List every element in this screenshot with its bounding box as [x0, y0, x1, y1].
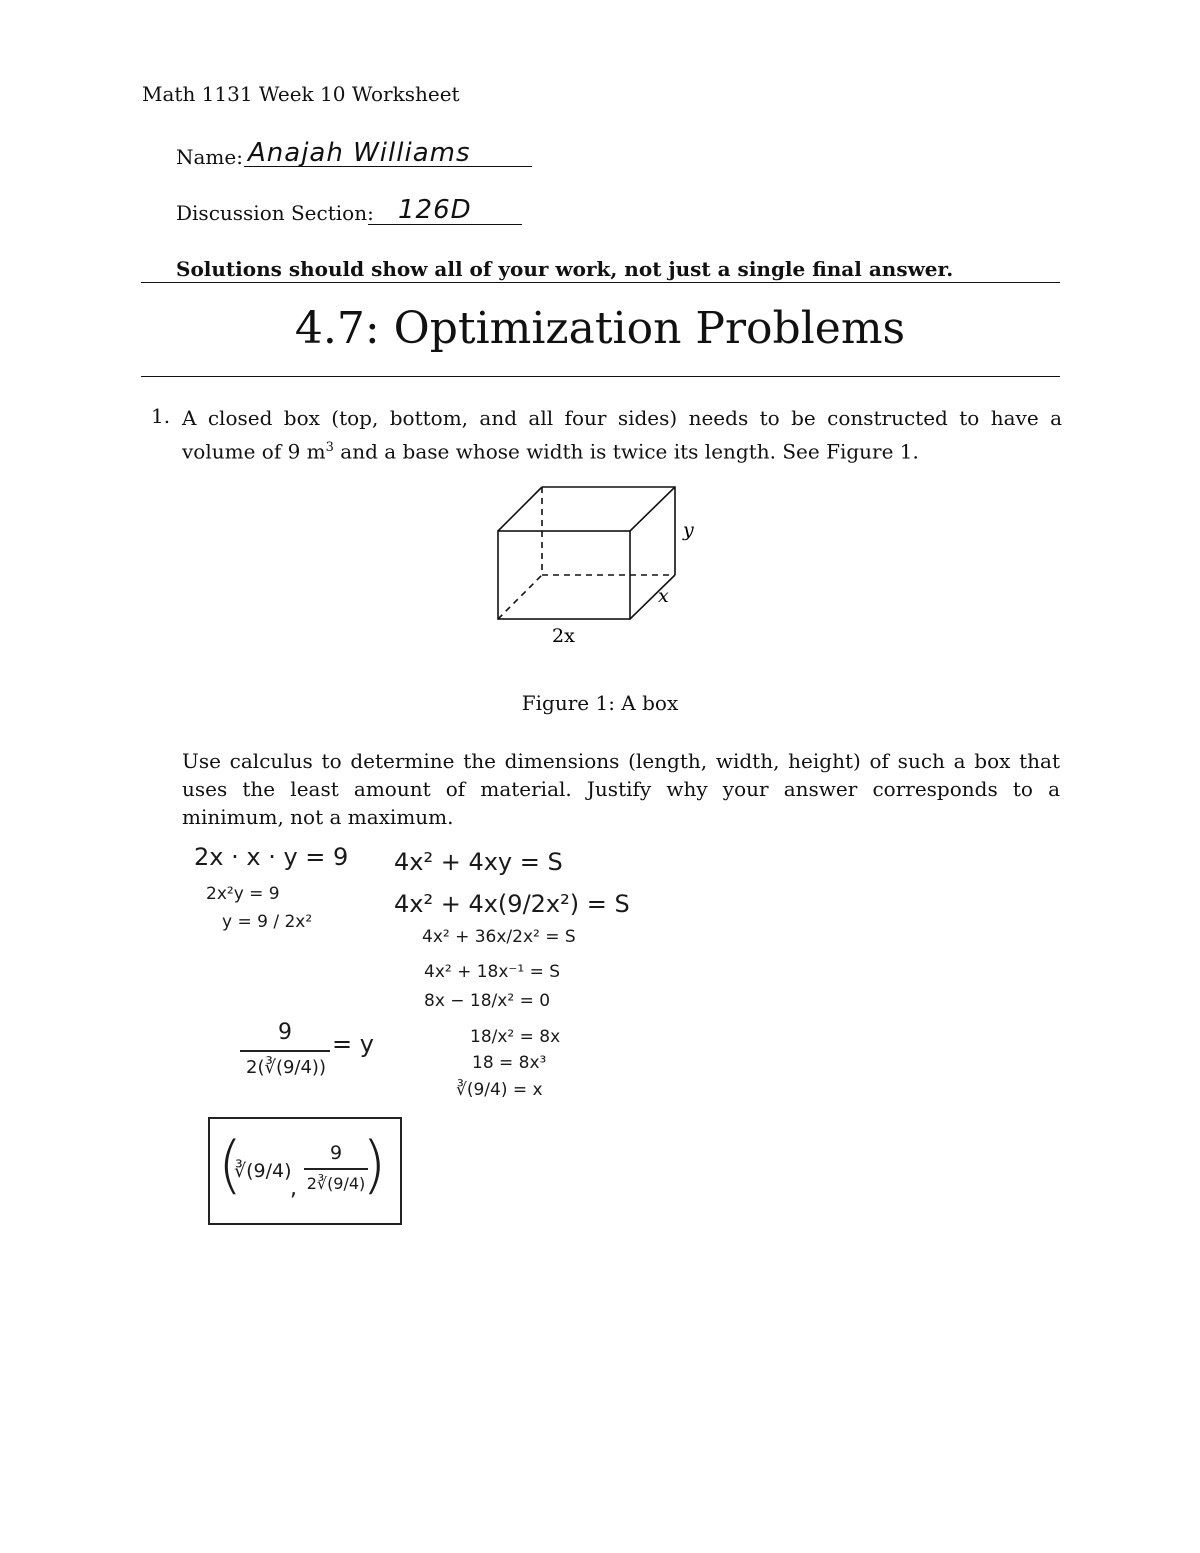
problem-text-b: and a base whose width is twice its length. See Figure 1. — [333, 439, 919, 464]
problem-text-a: A closed box (top, bottom, and all four sides) needs to be constructed to have a volume of 9 m — [182, 406, 1062, 464]
y-expr-denominator: 2(∛(9/4)) — [246, 1057, 326, 1078]
answer-separator: , — [290, 1176, 297, 1201]
answer-paren-open: ( — [218, 1128, 243, 1201]
box-figure — [480, 478, 710, 668]
answer-y-fraction-bar — [304, 1168, 368, 1170]
title-rule — [141, 376, 1060, 377]
box-edge-top-left — [498, 487, 542, 531]
name-underline — [244, 166, 532, 167]
problem-statement — [182, 404, 1062, 467]
work-surface-sub: 4x² + 4x(9/2x²) = S — [394, 890, 630, 918]
section-underline — [368, 224, 522, 225]
name-label: Name: — [176, 145, 243, 169]
instructions: Solutions should show all of your work, not just a single final answer. — [176, 257, 954, 281]
work-cubic: 18 = 8x³ — [472, 1053, 547, 1073]
answer-y-numerator: 9 — [329, 1142, 343, 1164]
problem-question: Use calculus to determine the dimensions (length, width, height) of such a box that uses the least amount of material. Justify why your answer corresponds to a minimum, not a maximum. — [182, 749, 1060, 829]
answer-paren-close: ) — [362, 1128, 387, 1201]
answer-x-value: ∛(9/4) — [234, 1160, 292, 1182]
box-hidden-edges — [498, 487, 675, 619]
box-edge-top-right — [630, 487, 675, 531]
instructions-rule — [141, 282, 1060, 283]
volume-exponent: 3 — [325, 440, 334, 455]
work-volume-simplified: 2x²y = 9 — [206, 884, 280, 904]
name-value[interactable]: Anajah Williams — [248, 138, 471, 168]
y-expr-numerator: 9 — [278, 1020, 292, 1045]
work-surface-simplified: 4x² + 18x⁻¹ = S — [424, 962, 561, 982]
section-value[interactable]: 126D — [398, 195, 472, 225]
work-surface-eq: 4x² + 4xy = S — [394, 848, 563, 876]
answer-y-denominator: 2∛(9/4) — [306, 1174, 366, 1193]
problem-number: 1. — [151, 404, 171, 428]
section-title: 4.7: Optimization Problems — [294, 303, 906, 354]
figure-caption: Figure 1: A box — [521, 691, 679, 715]
label-width-2x: 2x — [552, 625, 575, 647]
worksheet-header: Math 1131 Week 10 Worksheet — [142, 82, 460, 106]
y-expr-fraction-bar — [240, 1050, 330, 1052]
label-depth-x: x — [658, 585, 669, 607]
y-expr-rhs: = y — [332, 1030, 374, 1058]
work-volume-eq: 2x · x · y = 9 — [194, 843, 349, 871]
work-surface-step: 4x² + 36x/2x² = S — [422, 927, 576, 947]
work-x-solved: ∛(9/4) = x — [456, 1080, 543, 1100]
work-derivative-rearranged: 18/x² = 8x — [470, 1027, 561, 1047]
work-derivative: 8x − 18/x² = 0 — [424, 991, 551, 1011]
work-y-solved: y = 9 / 2x² — [222, 912, 313, 932]
label-height-y: y — [683, 519, 694, 541]
section-label: Discussion Section: — [176, 201, 374, 225]
